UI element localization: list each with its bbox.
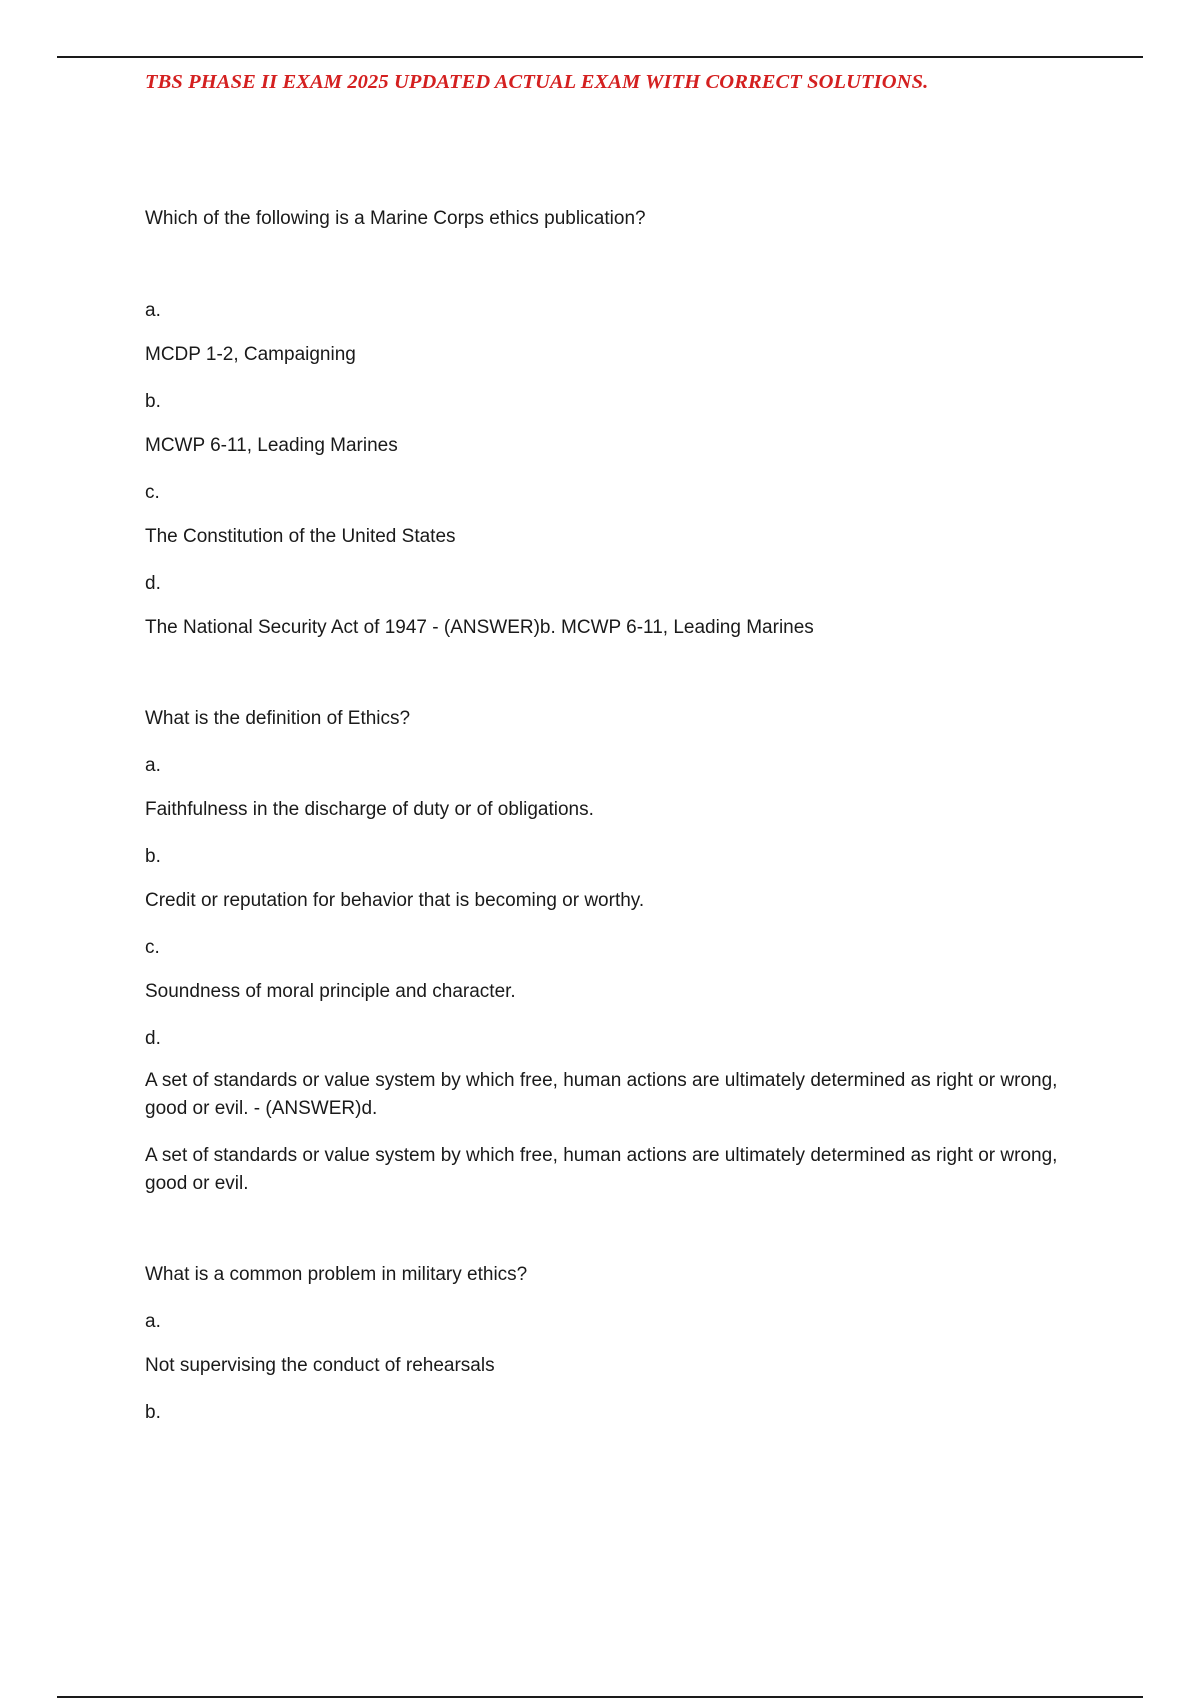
question-2-option-a-letter: a. xyxy=(145,755,161,776)
question-1-option-d-letter: d. xyxy=(145,573,161,594)
question-2-answer-text: A set of standards or value system by which free, human actions are ultimately determined as right or wrong, good or evil. xyxy=(145,1145,1058,1194)
question-1-option-b-letter: b. xyxy=(145,391,161,412)
question-2-option-d-letter: d. xyxy=(145,1028,161,1049)
question-3-prompt: What is a common problem in military ethics? xyxy=(145,1264,528,1285)
question-2-option-c-letter: c. xyxy=(145,937,160,958)
top-rule xyxy=(57,56,1143,58)
question-2-option-b-text: Credit or reputation for behavior that is becoming or worthy. xyxy=(145,890,645,911)
bottom-rule xyxy=(57,1696,1143,1698)
question-3-option-a-letter: a. xyxy=(145,1311,161,1332)
question-2-option-a-text: Faithfulness in the discharge of duty or of obligations. xyxy=(145,799,594,820)
question-1-option-d-text: The National Security Act of 1947 - (ANSWER)b. MCWP 6-11, Leading Marines xyxy=(145,617,814,638)
question-1-option-a-text: MCDP 1-2, Campaigning xyxy=(145,344,356,365)
question-3-option-a-text: Not supervising the conduct of rehearsals xyxy=(145,1355,495,1376)
question-2-prompt: What is the definition of Ethics? xyxy=(145,708,411,729)
question-2-option-b-letter: b. xyxy=(145,846,161,867)
question-1-option-b-text: MCWP 6-11, Leading Marines xyxy=(145,435,398,456)
question-1-prompt: Which of the following is a Marine Corps ethics publication? xyxy=(145,208,646,229)
question-1-option-c-text: The Constitution of the United States xyxy=(145,526,456,547)
question-1-option-c-letter: c. xyxy=(145,482,160,503)
question-2-option-d-text: A set of standards or value system by which free, human actions are ultimately determined as right or wrong, good or evil. - (ANSWER)d. xyxy=(145,1070,1058,1119)
question-2-option-c-text: Soundness of moral principle and character. xyxy=(145,981,516,1002)
question-1-option-a-letter: a. xyxy=(145,300,161,321)
document-title: TBS PHASE II EXAM 2025 UPDATED ACTUAL EXAM WITH CORRECT SOLUTIONS. xyxy=(145,71,929,93)
question-3-option-b-letter: b. xyxy=(145,1402,161,1423)
